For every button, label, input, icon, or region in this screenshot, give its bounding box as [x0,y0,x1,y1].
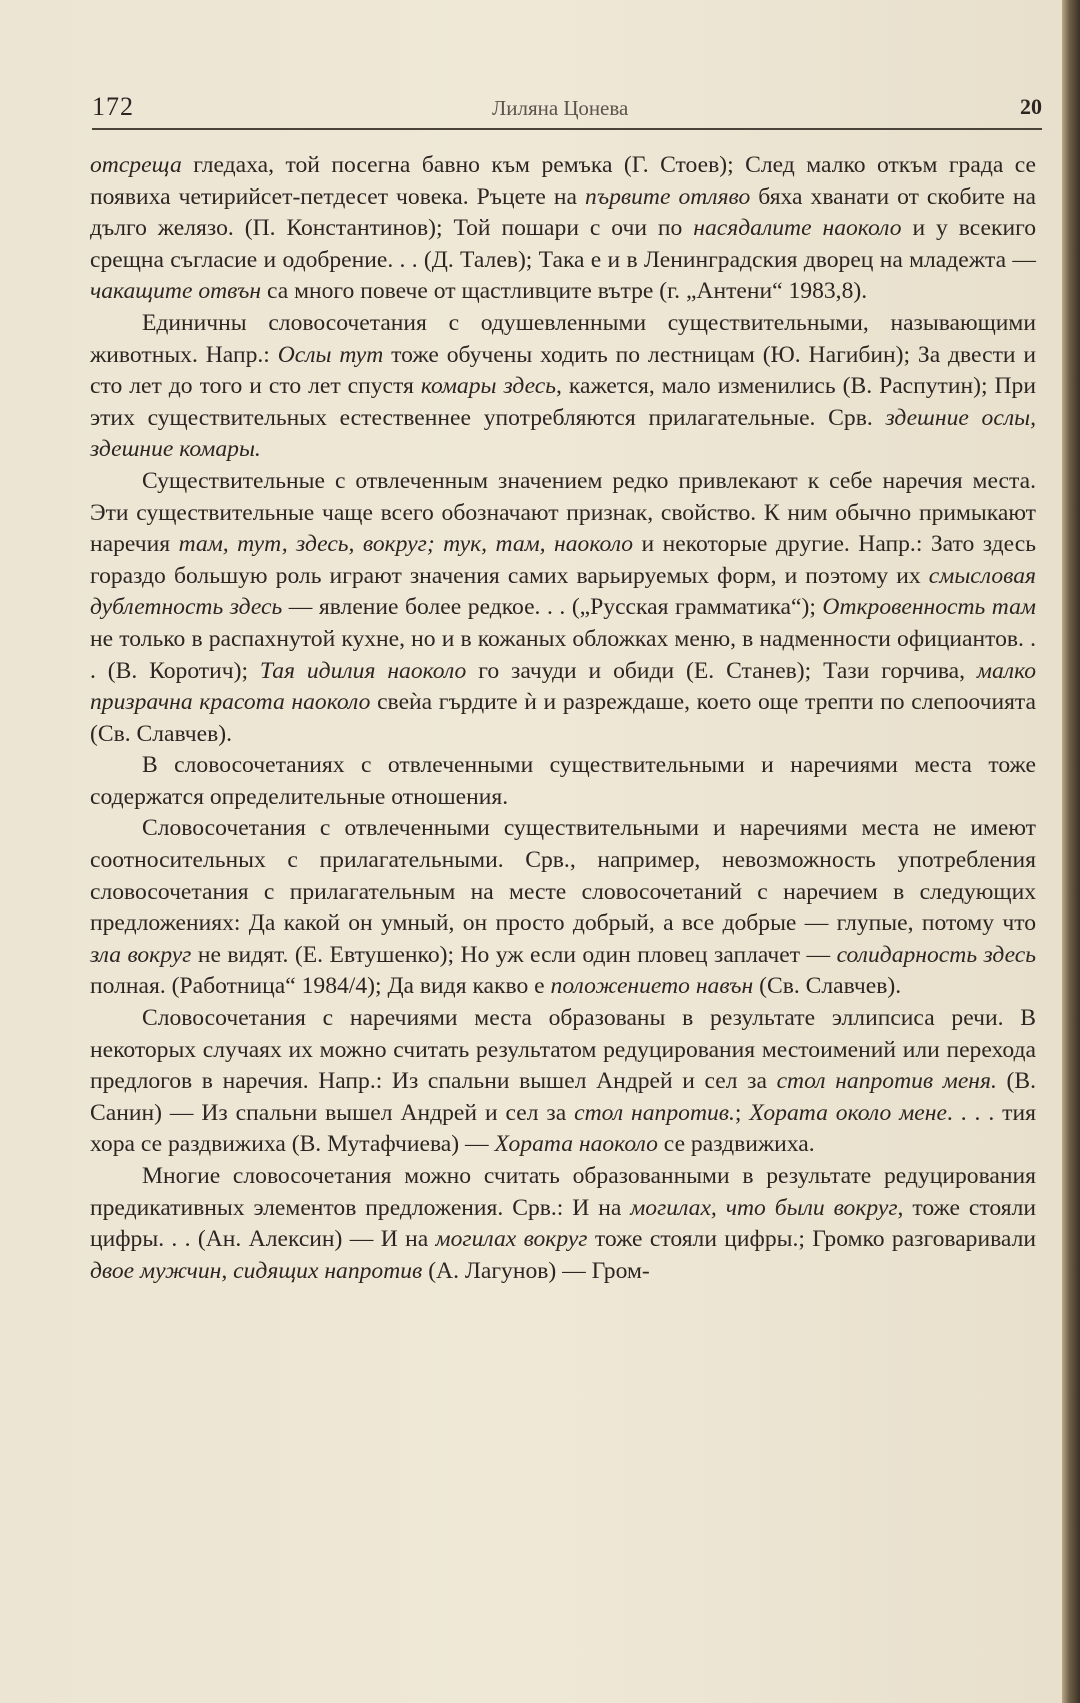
text-run: го зачуди и обиди (Е. Станев); Тази горчива, [466,657,977,684]
italic-example: Тая идилия наоколо [259,657,467,684]
italic-example: зла вокруг [90,941,192,968]
text-run: . . . . тия хора се раздвижиха (В. Мутафчиева) — [90,1099,1036,1158]
text-run: ; [734,1099,750,1126]
italic-example: Откровенность там [822,594,1036,621]
section-number: 20 [1020,94,1042,119]
italic-example: положението навън [550,973,754,1000]
text-run: са много повече от щастливците вътре (г. „Антени“ 1983,8). [261,278,868,305]
text-run: (А. Лагунов) — Гром- [422,1257,650,1284]
text-run: Существительные с отвлеченным значением редко привлекают к себе наречия места. Эти существительные чаще всего обозначают признак, свойство. К ним обычно примыкают наречия [90,467,1036,558]
italic-example: стол напротив меня. [776,1068,997,1095]
italic-example: стол напротив. [574,1099,735,1126]
text-run: — явление более редкое. . . („Русская грамматика“); [282,594,823,621]
text-run: тоже стояли цифры.; Громко разговаривали [587,1226,1037,1253]
text-run: (Св. Славчев). [753,973,902,1000]
paragraph [90,150,1036,308]
page-header [92,92,1042,132]
text-run: Словосочетания с наречиями места образованы в результате эллипсиса речи. В некоторых случаях их можно считать результатом редуцирования местоимений или перехода предлогов в наречия. Напр.: Из спальни вышел Андрей и сел за [90,1005,1036,1095]
text-run: полная. (Работница“ 1984/4); Да видя какво е [90,973,551,1000]
italic-example: отсреща [90,152,182,178]
text-run: (В. Санин) — Из спальни вышел Андрей и сел за [90,1068,1037,1126]
italic-example: могилах, что были вокруг [630,1194,898,1221]
italic-example: там, тут, здесь, вокруг; тук, там, наоколо [178,531,634,558]
text-run: не только в распахнутой кухне, но и в кожаных обложках меню, в надменности официантов. . . (В. Коротич); [90,625,1036,684]
body-text [90,150,1036,1287]
paragraph [90,813,1036,1003]
text-run: и у всекиго срещна съгласие и одобрение. . . (Д. Талев); Така е и в Ленинградския дворец на младежта — [90,215,1036,273]
text-run: свеѝа гърдите ѝ и разреждаше, което още трепти по слепоочията (Св. Славчев). [90,689,1036,747]
text-run: гледаха, той посегна бавно към ремъка (Г. Стоев); След малко откъм града се появиха четирийсет-петдесет човека. Ръцете на [90,152,1036,210]
italic-example: комары здесь [420,373,556,400]
italic-example: солидарность здесь [836,941,1036,968]
italic-example: Хората около мене [749,1099,947,1126]
text-run: бяха хванати от скобите на дълго желязо. (П. Константинов); Той пошари с очи по [90,183,1036,242]
paragraph [90,1003,1036,1161]
text-run: В словосочетаниях с отвлеченными существительными и наречиями места тоже содержатся определительные отношения. [90,752,1036,810]
paragraph [90,308,1036,466]
book-edge-shadow [1062,0,1080,1703]
text-run: Словосочетания с отвлеченными существительными и наречиями места не имеют соотносительных с прилагательными. Срв., например, невозможность употребления словосочетания с прилагательным на месте словосочетаний с наречием в следующих предложениях: Да какой он умный, он просто добрый, а все добрые — глупые, потому что [90,815,1036,937]
paragraph [90,1161,1036,1287]
italic-example: Хората наоколо [494,1131,658,1158]
text-run: тоже обучены ходить по лестницам (Ю. Нагибин); За двести и сто лет до того и сто лет спустя [90,341,1037,400]
text-run: , тоже стояли цифры. . . (Ан. Алексин) — И на [90,1194,1036,1253]
italic-example: първите отляво [585,183,751,210]
text-run: Единичны словосочетания с одушевленными существительными, называющими животных. Напр.: [90,309,1036,368]
italic-example: малко призрачна красота наоколо [90,657,1036,716]
italic-example: могилах вокруг [435,1226,588,1253]
text-run: се раздвижиха. [657,1131,815,1158]
header-rule [92,128,1042,130]
italic-example: Ослы тут [277,341,384,368]
italic-example: смысловая дублетность здесь [90,562,1036,621]
paragraph [90,466,1036,750]
page-number: 172 [92,92,134,121]
italic-example: здешние ослы, здешние комары. [90,404,1036,463]
text-run: и некоторые другие. Напр.: Зато здесь гораздо большую роль играют значения самих варьируемых форм, и поэтому их [90,531,1036,589]
italic-example: насядалите наоколо [693,215,902,242]
paragraph [90,750,1036,813]
running-head-author: Лиляна Цонева [492,96,629,120]
text-run: , кажется, мало изменились (В. Распутин); При этих существительных естественнее употребляются прилагательные. Срв. [90,373,1036,431]
italic-example: двое мужчин, сидящих напротив [90,1257,423,1284]
text-run: не видят. (Е. Евтушенко); Но уж если один пловец заплачет — [191,941,837,968]
text-run: Многие словосочетания можно считать образованными в результате редуцирования предикативных элементов предложения. Срв.: И на [90,1163,1036,1221]
italic-example: чакащите отвън [90,278,262,305]
